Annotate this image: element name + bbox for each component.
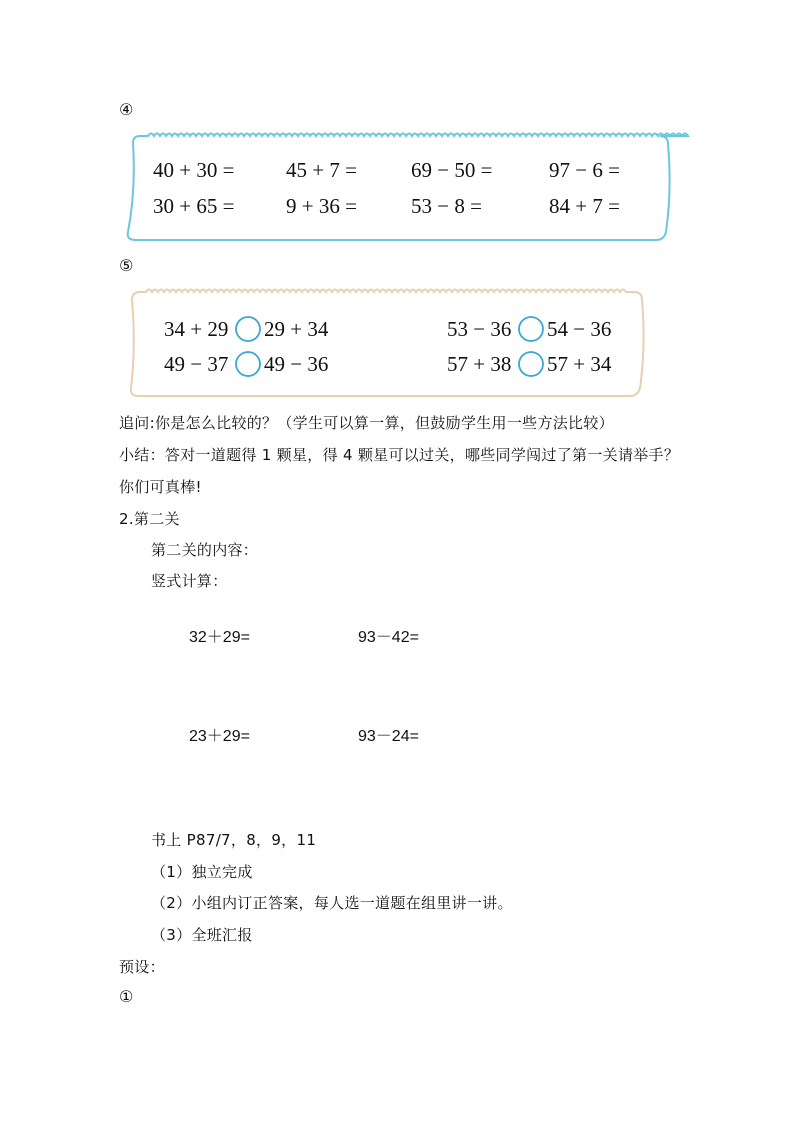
step-3: （3）全班汇报 — [151, 926, 253, 944]
eq-4-1-4: 97 − 6 = — [549, 158, 620, 182]
book-reference: 书上 P87/7，8，9，11 — [151, 831, 317, 849]
eq-4-2-3: 53 − 8 = — [411, 194, 482, 218]
eq-4-2-4: 84 + 7 = — [549, 194, 620, 218]
section-4-number: ④ — [119, 100, 134, 119]
summary-text: 小结：答对一道题得 1 颗星，得 4 颗星可以过关，哪些同学闯过了第一关请举手？ — [119, 446, 680, 464]
eq-4-2-1: 30 + 65 = — [153, 194, 235, 218]
cmp-2-left: 53 − 36 — [447, 317, 512, 341]
cmp-1-left: 34 + 29 — [164, 317, 229, 341]
compare-circle-3 — [519, 317, 543, 341]
vertical-calc-2: 93－42= — [358, 629, 419, 646]
eq-4-2-2: 9 + 36 = — [286, 194, 357, 218]
cmp-2-right: 54 − 36 — [547, 317, 612, 341]
cmp-1-right: 29 + 34 — [264, 317, 329, 341]
level-2-heading: 2.第二关 — [119, 510, 180, 528]
compare-circle-1 — [236, 317, 260, 341]
cmp-4-left: 57 + 38 — [447, 352, 512, 376]
question-text: 追问:你是怎么比较的？（学生可以算一算，但鼓励学生用一些方法比较） — [119, 414, 614, 432]
compare-circle-2 — [236, 352, 260, 376]
vertical-calc-4: 93－24= — [358, 728, 419, 745]
vertical-calc-label: 竖式计算： — [151, 572, 228, 590]
eq-4-1-2: 45 + 7 = — [286, 158, 357, 182]
step-2: （2）小组内订正答案，每人选一道题在组里讲一讲。 — [151, 894, 513, 912]
compare-circle-4 — [519, 352, 543, 376]
cmp-3-left: 49 − 37 — [164, 352, 229, 376]
eq-4-1-1: 40 + 30 = — [153, 158, 235, 182]
praise-text: 你们可真棒! — [119, 478, 202, 496]
vertical-calc-3: 23＋29= — [189, 728, 250, 745]
vertical-calc-1: 32＋29= — [189, 629, 250, 646]
eq-4-1-3: 69 − 50 = — [411, 158, 493, 182]
cmp-3-right: 49 − 36 — [264, 352, 329, 376]
preset-label: 预设： — [119, 958, 165, 976]
preset-number-1: ① — [119, 987, 134, 1006]
step-1: （1）独立完成 — [151, 863, 253, 881]
level-2-content-label: 第二关的内容： — [151, 541, 259, 559]
section-5-number: ⑤ — [119, 256, 134, 275]
cmp-4-right: 57 + 34 — [547, 352, 612, 376]
exercise-box-5 — [0, 0, 794, 420]
